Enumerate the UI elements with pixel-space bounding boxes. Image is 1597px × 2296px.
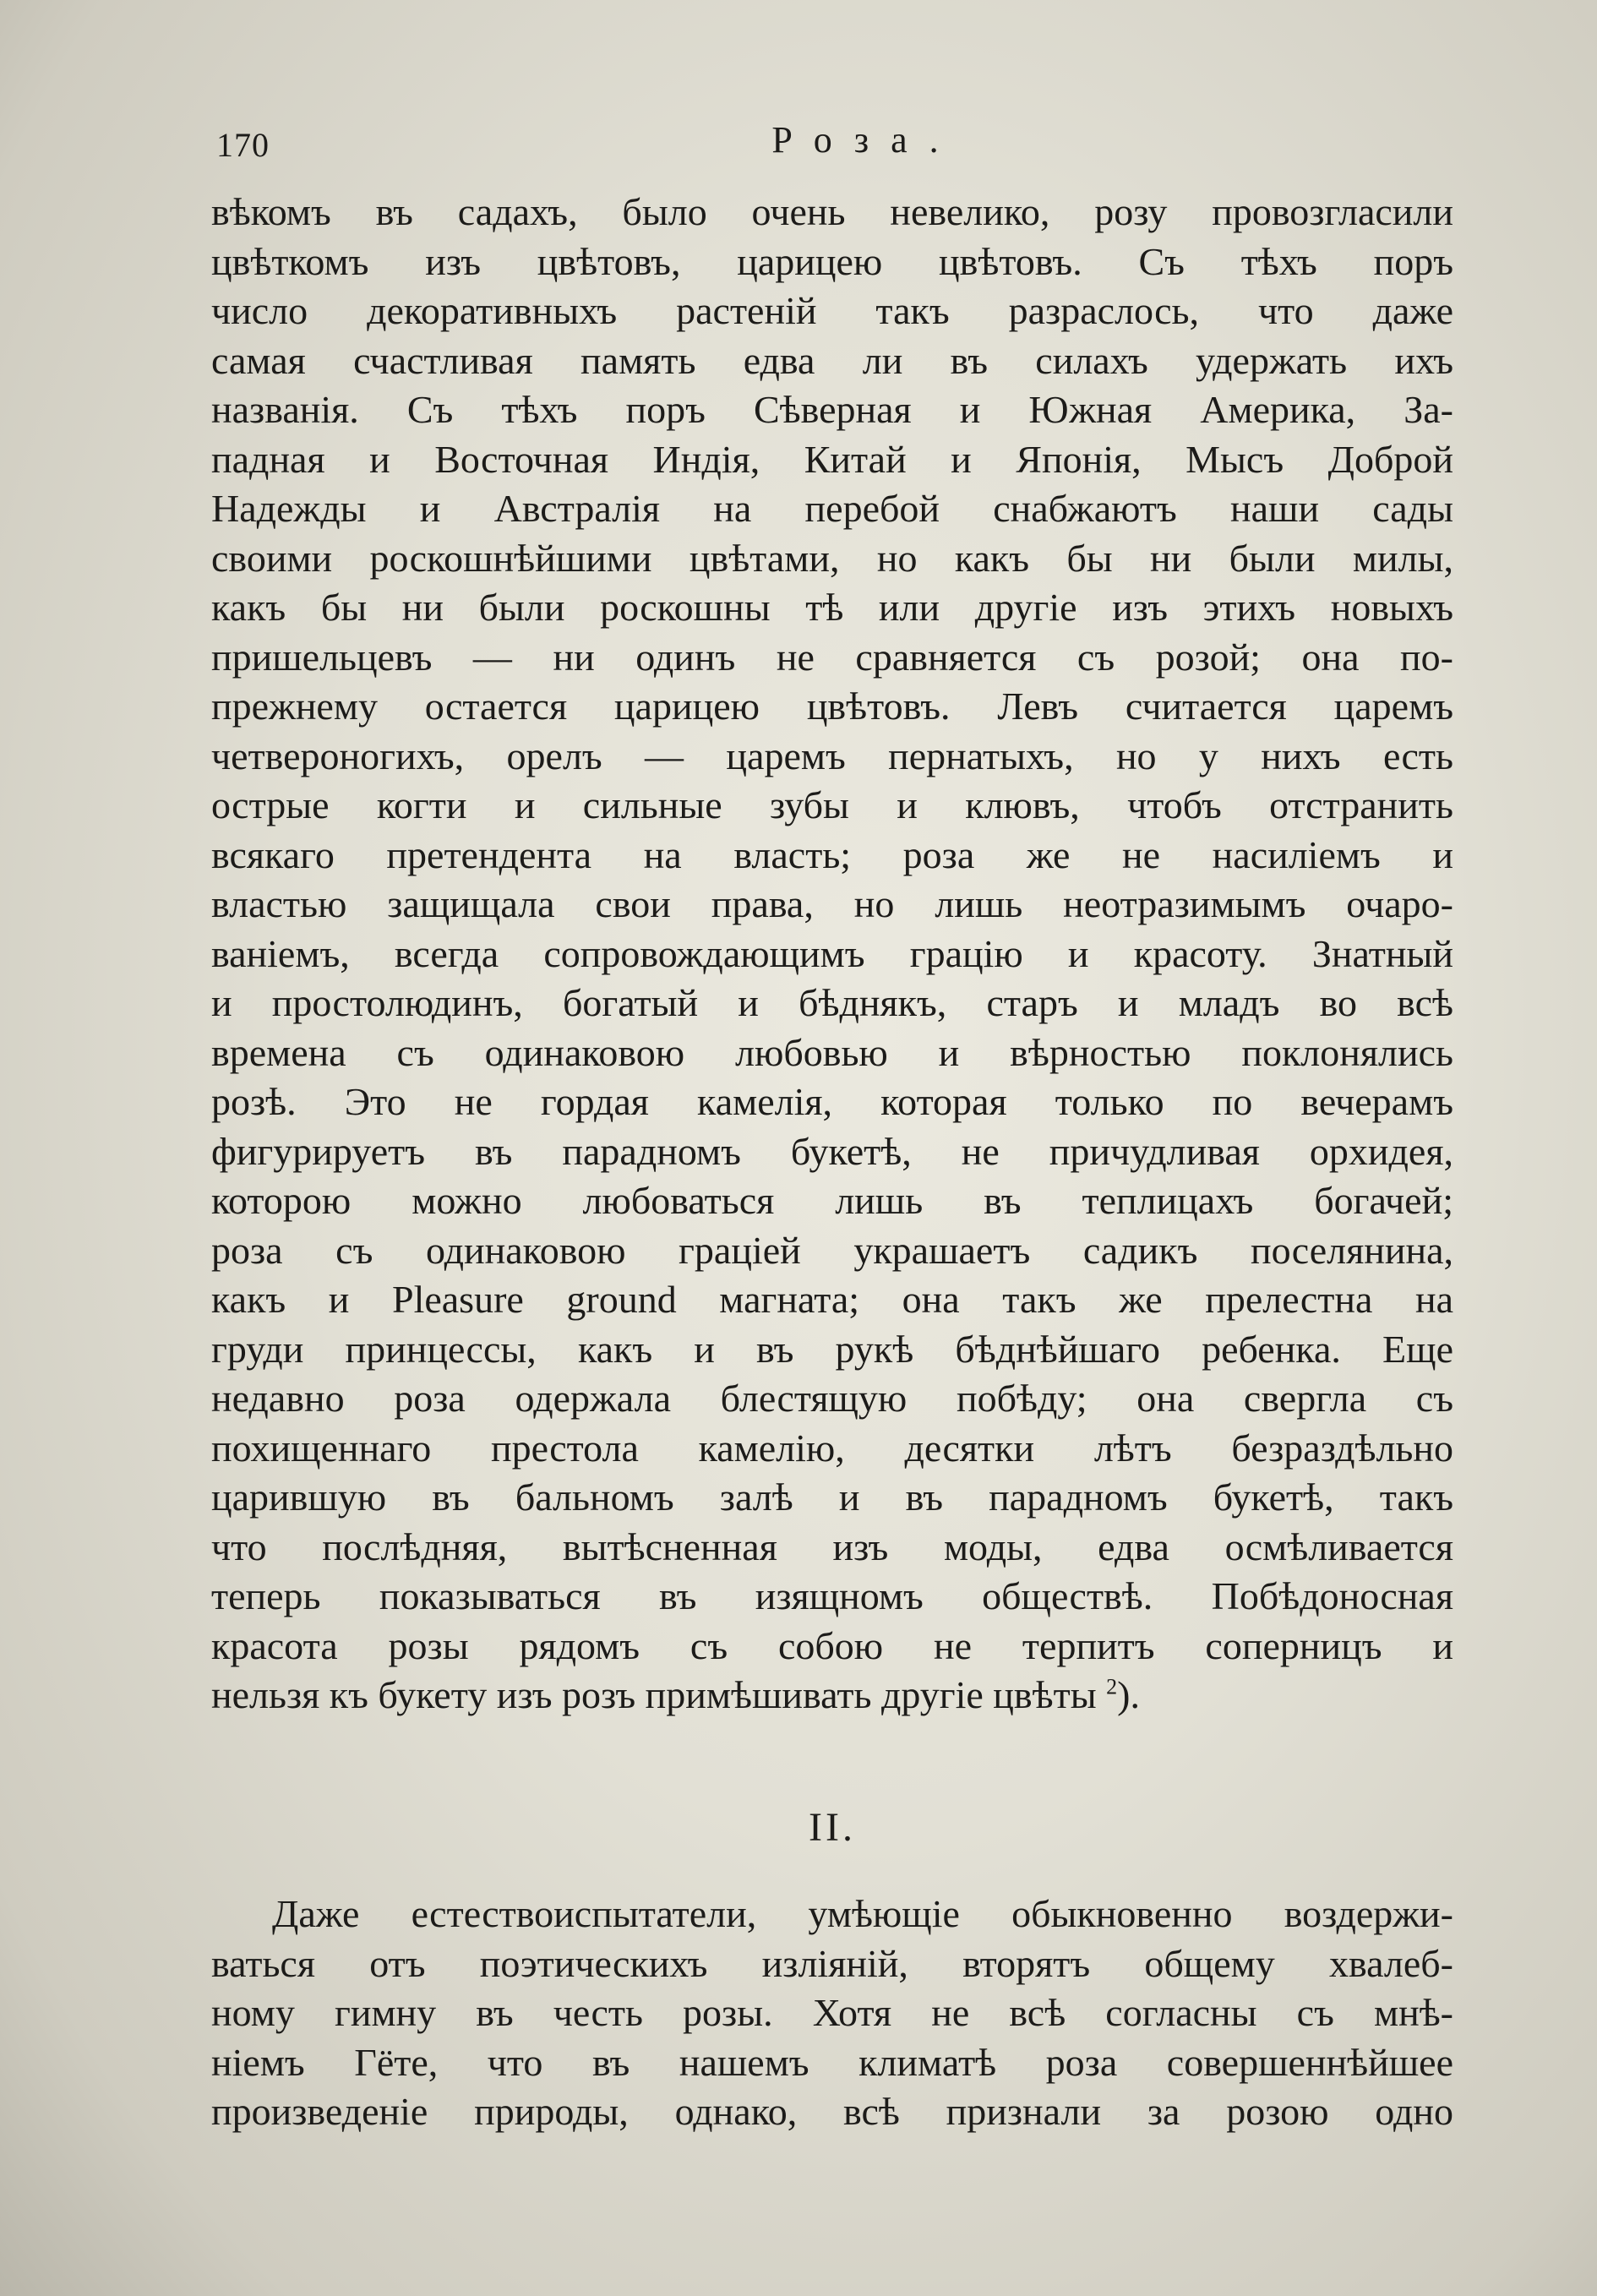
paragraph-2 [211, 1890, 1453, 2137]
text-line: всякаго претендента на власть; роза же не насиліемъ и [211, 832, 1453, 876]
page-number: 170 [216, 126, 270, 164]
text-line-tail: ). [1117, 1673, 1140, 1716]
text-line: царившую въ бальномъ залѣ и въ парадномъ букетѣ, такъ [211, 1475, 1453, 1519]
text-line: розѣ. Это не гордая камелія, которая только по вечерамъ [211, 1080, 1453, 1123]
text-line: груди принцессы, какъ и въ рукѣ бѣднѣйшаго ребенка. Еще [211, 1327, 1453, 1371]
text-line: вѣкомъ въ садахъ, было очень невелико, розу провозгласили [211, 190, 1453, 233]
text-line: что послѣдняя, вытѣсненная изъ моды, едва осмѣливается [211, 1524, 1453, 1568]
text-line: названія. Съ тѣхъ поръ Сѣверная и Южная Америка, За- [211, 388, 1453, 431]
text-line-last [211, 1671, 1453, 1721]
text-line: какъ и Pleasure ground магната; она такъ же прелестна на [211, 1278, 1453, 1321]
text-line: ніемъ Гёте, что въ нашемъ климатѣ роза совершеннѣйшее [211, 2040, 1453, 2084]
text-line: цвѣткомъ изъ цвѣтовъ, царицею цвѣтовъ. Съ тѣхъ поръ [211, 239, 1453, 283]
text-line: недавно роза одержала блестящую побѣду; она свергла съ [211, 1377, 1453, 1420]
text-line: острые когти и сильные зубы и клювъ, чтобъ отстранить [211, 783, 1453, 826]
text-line: самая счастливая память едва ли въ силахъ удержать ихъ [211, 338, 1453, 382]
text-line: властью защищала свои права, но лишь неотразимымъ очаро- [211, 882, 1453, 925]
paragraph-1 [211, 188, 1453, 1721]
text-line: похищеннаго престола камелію, десятки лѣтъ безраздѣльно [211, 1426, 1453, 1470]
text-line: которою можно любоваться лишь въ теплицахъ богачей; [211, 1179, 1453, 1222]
text-line: произведеніе природы, однако, всѣ признали за розою одно [211, 2090, 1453, 2133]
text-line: своими роскошнѣйшими цвѣтами, но какъ бы ни были милы, [211, 536, 1453, 580]
text-line: Надежды и Австралія на перебой снабжаютъ наши сады [211, 487, 1453, 530]
text-line: роза съ одинаковою граціей украшаетъ садикъ поселянина, [211, 1228, 1453, 1272]
text-line: ному гимну въ честь розы. Хотя не всѣ согласны съ мнѣ- [211, 1991, 1453, 2034]
text-line-content: нельзя къ букету изъ розъ примѣшивать другіе цвѣты [211, 1673, 1097, 1716]
text-line: фигурируетъ въ парадномъ букетѣ, не причудливая орхидея, [211, 1129, 1453, 1173]
text-line: теперь показываться въ изящномъ обществѣ. Побѣдоносная [211, 1574, 1453, 1617]
running-title: Роза. [771, 119, 961, 161]
text-line: число декоративныхъ растеній такъ разраслось, что даже [211, 289, 1453, 332]
section-heading: II. [809, 1805, 856, 1850]
text-line: падная и Восточная Индія, Китай и Японія, Мысъ Доброй [211, 437, 1453, 481]
text-line: ваніемъ, всегда сопровождающимъ грацію и красоту. Знатный [211, 931, 1453, 975]
text-line: какъ бы ни были роскошны тѣ или другіе изъ этихъ новыхъ [211, 586, 1453, 629]
text-line: пришельцевъ — ни одинъ не сравняется съ розой; она по- [211, 635, 1453, 679]
text-line: красота розы рядомъ съ собою не терпитъ соперницъ и [211, 1623, 1453, 1667]
text-line: прежнему остается царицею цвѣтовъ. Левъ считается царемъ [211, 684, 1453, 728]
text-line: ваться отъ поэтическихъ изліяній, вторятъ общему хвалеб- [211, 1941, 1453, 1985]
text-line: и простолюдинъ, богатый и бѣднякъ, старъ и младъ во всѣ [211, 981, 1453, 1024]
text-line: времена съ одинаковою любовью и вѣрностью поклонялись [211, 1030, 1453, 1074]
footnote-reference[interactable]: 2 [1106, 1674, 1118, 1699]
text-line: Даже естествоиспытатели, умѣющіе обыкновенно воздержи- [272, 1892, 1453, 1935]
page-header [211, 118, 1453, 169]
text-line: четвероногихъ, орелъ — царемъ пернатыхъ, но у нихъ есть [211, 734, 1453, 777]
